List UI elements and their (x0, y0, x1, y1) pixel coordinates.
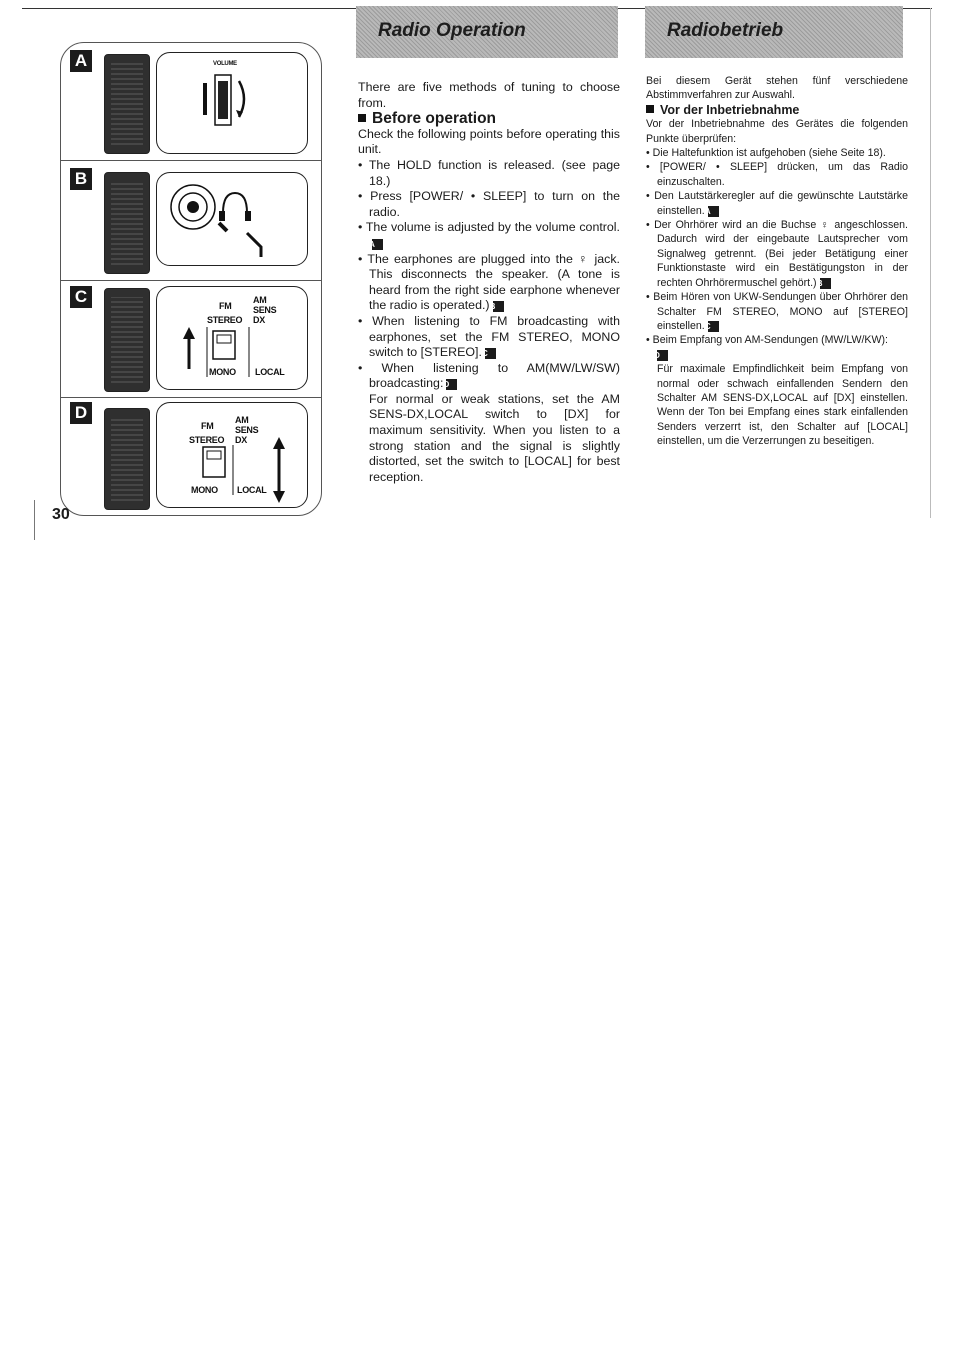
english-intro: There are five methods of tuning to choose from. (358, 80, 620, 110)
am-sens-switch-icon (157, 403, 307, 507)
figure-ref-badge: B (493, 301, 504, 312)
zoom-callout-fm-switch (156, 286, 308, 390)
english-bullet: • The HOLD function is released. (see page 18.) (358, 157, 621, 188)
mono-label: MONO (191, 485, 218, 495)
dx-label: DX (235, 435, 247, 445)
figure-ref-badge: B (820, 278, 831, 289)
volume-wheel-icon (157, 53, 307, 153)
bullet-text: Der Ohrhörer wird an die Buchse ♀ angeschlossen. Dadurch wird der eingebaute Lautsprecher vom Signalweg getrennt. (Bei jeder Betätigung einer Funktionstaste wird ein Bestätigungston in der rechten Ohrhörermuschel gehört.) (654, 219, 908, 289)
panel-badge-d: D (70, 402, 92, 424)
local-label: LOCAL (255, 367, 285, 377)
english-title-banner (356, 6, 618, 58)
am-label: AM (235, 415, 249, 425)
panel-separator (60, 280, 322, 281)
illustration-panel (60, 42, 322, 518)
german-heading: Vor der Inbetriebnahme (660, 102, 800, 117)
german-bullet: • [POWER/ • SLEEP] drücken, um das Radio einzuschalten. (646, 161, 908, 188)
german-bullet: • Den Lautstärkeregler auf die gewünschte Lautstärke einstellen.A (646, 190, 908, 217)
am-label: AM (253, 295, 267, 305)
bullet-text: Die Haltefunktion ist aufgehoben (siehe Seite 18). (652, 147, 886, 160)
mono-label: MONO (209, 367, 236, 377)
bullet-text: When listening to AM(MW/LW/SW) broadcasting: (369, 360, 621, 391)
square-bullet-icon (646, 105, 654, 113)
figure-ref-badge: A (372, 239, 383, 250)
volume-label: VOLUME (213, 61, 237, 67)
bullet-text: Den Lautstärkeregler auf die gewünschte Lautstärke einstellen. (654, 190, 908, 217)
zoom-callout-volume (156, 52, 308, 154)
panel-badge-c: C (70, 286, 92, 308)
bullet-text: The earphones are plugged into the ♀ jack. This disconnects the speaker. (A tone is heard from the right side earphone whenever the radio is operated.) (367, 251, 620, 313)
zoom-callout-jack (156, 172, 308, 266)
bullet-text: [POWER/ • SLEEP] drücken, um das Radio einzuschalten. (657, 161, 908, 188)
german-bullet: • Beim Empfang von AM-Sendungen (MW/LW/KW): D (646, 334, 888, 360)
english-lead: Check the following points before operating this unit. (358, 126, 620, 157)
german-intro: Bei diesem Gerät stehen fünf verschiedene Abstimmverfahren zur Auswahl. (646, 75, 908, 102)
left-margin-mark (34, 500, 35, 540)
bullet-text: Beim Hören von UKW-Sendungen über Ohrhörer den Schalter FM STEREO, MONO auf [STEREO] einstellen. (653, 291, 909, 332)
figure-ref-badge: C (708, 321, 719, 332)
sens-label: SENS (235, 425, 259, 435)
stereo-label: STEREO (207, 315, 243, 325)
figure-ref-badge: A (708, 206, 719, 217)
bullet-text: When listening to FM broadcasting with earphones, set the FM STEREO, MONO switch to [STEREO]. (369, 313, 620, 360)
english-bullet: • The earphones are plugged into the ♀ jack. This disconnects the speaker. (A tone is heard from the right side earphone whenever the radio is operated.)B (358, 251, 620, 313)
english-note: For normal or weak stations, set the AM SENS-DX,LOCAL switch to [DX] for maximum sensitivity. When you listen to a strong station and the signal is slightly distorted, set the switch to [LOCAL] for best reception. (369, 391, 620, 484)
bullet-text: The HOLD function is released. (see page 18.) (368, 157, 621, 188)
page-number: 30 (52, 506, 70, 523)
bullet-text: Press [POWER/ • SLEEP] to turn on the radio. (369, 189, 621, 219)
panel-badge-a: A (70, 50, 92, 72)
german-title-banner (645, 6, 903, 58)
english-bullet: • Press [POWER/ • SLEEP] to turn on the radio. (358, 189, 621, 219)
german-bullet: • Der Ohrhörer wird an die Buchse ♀ angeschlossen. Dadurch wird der eingebaute Lautsprecher vom Signalweg getrennt. (Bei jeder Betätigung einer Funktionstaste wird ein Bestätigungston in der rechten Ohrhörermuschel gehört.)B (646, 219, 908, 289)
local-label: LOCAL (237, 485, 267, 495)
german-column (646, 74, 908, 449)
bullet-text: The volume is adjusted by the volume control. (365, 220, 620, 235)
figure-ref-badge: D (657, 350, 668, 361)
square-bullet-icon (358, 114, 366, 122)
english-bullet: • The volume is adjusted by the volume control.A (358, 220, 620, 249)
stereo-label: STEREO (189, 435, 225, 445)
radio-device-icon (104, 288, 150, 392)
fm-label: FM (201, 421, 214, 431)
english-bullet: • When listening to AM(MW/LW/SW) broadcasting:D (358, 360, 621, 391)
english-bullet: • When listening to FM broadcasting with earphones, set the FM STEREO, MONO switch to [STEREO].C (358, 313, 620, 360)
figure-ref-badge: C (485, 348, 496, 359)
dx-label: DX (253, 315, 265, 325)
english-heading: Before operation (372, 110, 497, 128)
german-note: Für maximale Empfindlichkeit beim Empfang von normal oder schwach einfallenden Sendern den Schalter AM SENS-DX,LOCAL auf [DX] einstellen. Wenn der Ton bei Empfang eines stark einfallenden Senders verzerrt ist, den Schalter auf [LOCAL] einstellen, um die Verzerrungen zu beseitigen. (657, 363, 908, 448)
radio-device-icon (104, 408, 150, 510)
sens-label: SENS (253, 305, 277, 315)
panel-badge-b: B (70, 168, 92, 190)
figure-ref-badge: D (446, 379, 457, 390)
panel-separator (60, 160, 322, 161)
german-title: Radiobetrieb (667, 20, 784, 41)
german-bullet: • Beim Hören von UKW-Sendungen über Ohrhörer den Schalter FM STEREO, MONO auf [STEREO] einstellen.C (646, 291, 909, 332)
german-bullet: • Die Haltefunktion ist aufgehoben (siehe Seite 18). (646, 147, 886, 160)
panel-separator (60, 397, 322, 398)
german-lead: Vor der Inbetriebnahme des Gerätes die folgenden Punkte überprüfen: (646, 118, 908, 145)
english-heading-row (358, 111, 620, 127)
english-title: Radio Operation (378, 20, 526, 41)
zoom-callout-am-switch (156, 402, 308, 508)
german-heading-row (646, 103, 908, 117)
english-column (358, 80, 620, 485)
fm-label: FM (219, 301, 232, 311)
radio-device-icon (104, 172, 150, 274)
radio-device-icon (104, 54, 150, 154)
bullet-text: Beim Empfang von AM-Sendungen (MW/LW/KW): (652, 334, 888, 347)
headphone-jack-icon (157, 173, 307, 265)
right-rule (930, 8, 931, 518)
